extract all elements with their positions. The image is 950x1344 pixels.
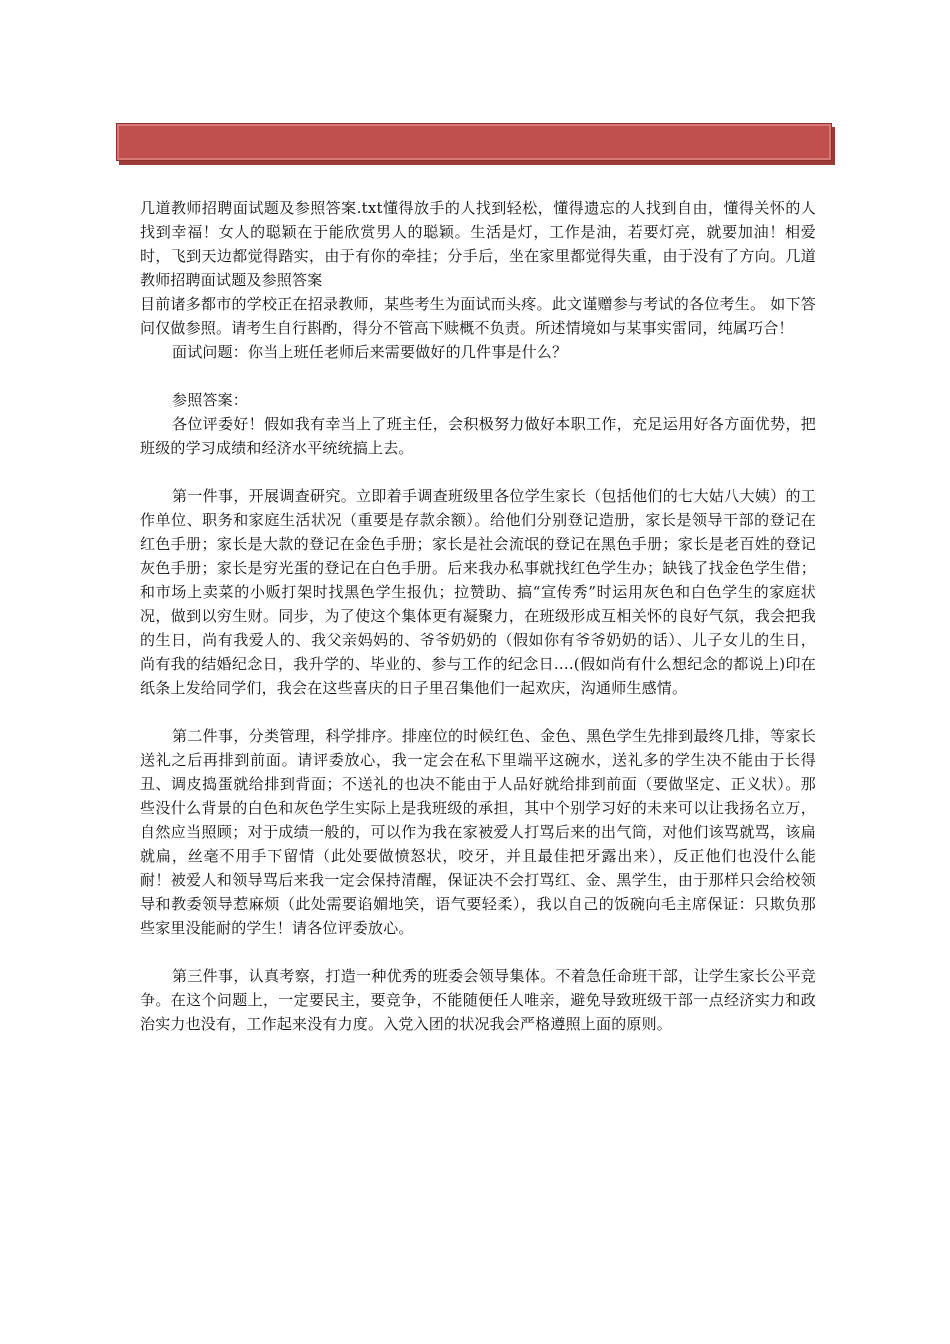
spacer [140, 940, 816, 964]
spacer [140, 460, 816, 484]
header-banner [116, 123, 832, 161]
question-paragraph: 面试问题：你当上班任老师后来需要做好的几件事是什么？ [172, 343, 568, 361]
point-three-paragraph: 第三件事，认真考察，打造一种优秀的班委会领导集体。不着急任命班干部，让学生家长公平竞争。在这个问题上，一定要民主，要竞争，不能随便任人唯亲，避免导致班级干部一点经济实力和政治实力也没有，工作起来没有力度。入党入团的状况我会严格遵照上面的原则。 [140, 967, 816, 1033]
document-body [140, 196, 816, 1036]
point-two-paragraph: 第二件事，分类管理，科学排序。排座位的时候红色、金色、黑色学生先排到最终几排，等家长送礼之后再排到前面。请评委放心，我一定会在私下里端平这碗水，送礼多的学生决不能由于长得丑、调皮捣蛋就给排到背面；不送礼的也决不能由于人品好就给排到前面（要做坚定、正义状）。那些没什么背景的白色和灰色学生实际上是我班级的承担，其中个别学习好的未来可以让我扬名立万，自然应当照顾；对于成绩一般的，可以作为我在家被爱人打骂后来的出气筒，对他们该骂就骂，该扁就扁，丝毫不用手下留情（此处要做愤怒状，咬牙，并且最佳把牙露出来），反正他们也没什么能耐！被爱人和领导骂后来我一定会保持清醒，保证决不会打骂红、金、黑学生，由于那样只会给校领导和教委领导惹麻烦（此处需要谄媚地笑，语气要轻柔），我以自己的饭碗向毛主席保证：只欺负那些家里没能耐的学生！请各位评委放心。 [140, 727, 816, 937]
spacer [140, 364, 816, 388]
answer-opening-paragraph: 各位评委好！假如我有幸当上了班主任，会积极努力做好本职工作，充足运用好各方面优势，把班级的学习成绩和经济水平统统搞上去。 [140, 415, 816, 457]
answer-label: 参照答案： [172, 391, 249, 409]
spacer [140, 700, 816, 724]
preface-paragraph: 目前诸多都市的学校正在招录教师，某些考生为面试而头疼。此文谨赠参与考试的各位考生。 如下答问仅做参照。请考生自行斟酌，得分不管高下赎概不负责。所述情境如与某事实雷同，纯属巧合！ [140, 295, 816, 337]
intro-paragraph: 几道教师招聘面试题及参照答案.txt懂得放手的人找到轻松，懂得遗忘的人找到自由，懂得关怀的人找到幸福！女人的聪颖在于能欣赏男人的聪颖。生活是灯，工作是油，若要灯亮，就要加油！相爱时，飞到天边都觉得踏实，由于有你的牵挂；分手后，坐在家里都觉得失重，由于没有了方向。几道教师招聘面试题及参照答案 [140, 199, 816, 289]
point-one-paragraph: 第一件事，开展调查研究。立即着手调查班级里各位学生家长（包括他们的七大姑八大姨）的工作单位、职务和家庭生活状况（重要是存款余额）。给他们分别登记造册，家长是领导干部的登记在红色手册；家长是大款的登记在金色手册；家长是社会流氓的登记在黑色手册；家长是老百姓的登记灰色手册；家长是穷光蛋的登记在白色手册。后来我办私事就找红色学生办；缺钱了找金色学生借；和市场上卖菜的小贩打架时找黑色学生报仇；拉赞助、搞“宣传秀”时运用灰色和白色学生的家庭状况，做到以穷生财。同步，为了使这个集体更有凝聚力，在班级形成互相关怀的良好气氛，我会把我的生日，尚有我爱人的、我父亲妈妈的、爷爷奶奶的（假如你有爷爷奶奶的话）、儿子女儿的生日，尚有我的结婚纪念日，我升学的、毕业的、参与工作的纪念日....(假如尚有什么想纪念的都说上)印在纸条上发给同学们，我会在这些喜庆的日子里召集他们一起欢庆，沟通师生感情。 [140, 487, 816, 697]
